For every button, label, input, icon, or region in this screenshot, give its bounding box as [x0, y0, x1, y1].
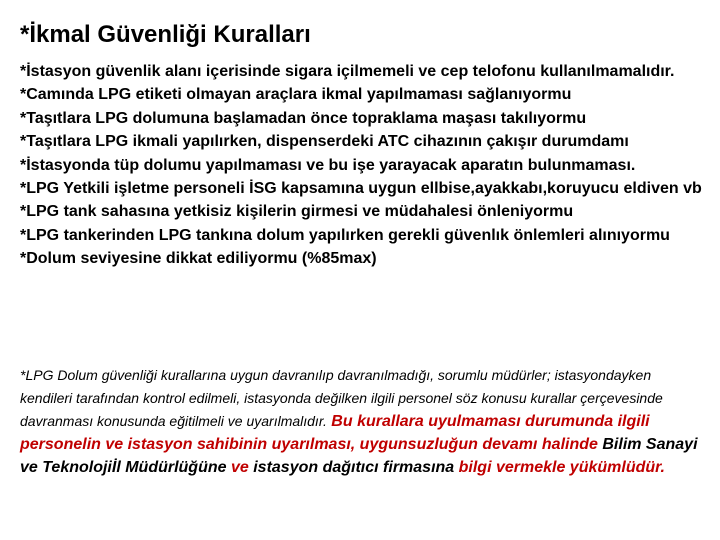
rule-item: *LPG Yetkili işletme personeli İSG kapsamına uygun ellbise,ayakkabı,koruyucu eldiven vb [20, 180, 702, 198]
note-intro: *LPG Dolum güvenliği kurallarına uygun davranılıp davranılmadığı, sorumlu müdürler; istasyondayken kendileri tarafından kontrol edilmeli, istasyonda değilken ilgili personel söz konusu kurallar çerçevesinde davranması konusunda eğitilmeli ve uyarılmalıdır. [20, 367, 663, 429]
rule-item: *Dolum seviyesine dikkat ediliyormu (%85max) [20, 250, 377, 268]
page-title: *İkmal Güvenliği Kuralları [20, 21, 311, 48]
note-paragraph [20, 364, 700, 479]
rule-item: *Taşıtlara LPG ikmali yapılırken, dispenserdeki ATC cihazının çakışır durumdamı [20, 133, 629, 151]
note-distributor: istasyon dağıtıcı firmasına [248, 459, 455, 476]
note-obligation: bilgi vermekle yükümlüdür. [454, 459, 665, 476]
rule-item: *İstasyonda tüp dolumu yapılmaması ve bu işe yarayacak aparatın bulunmaması. [20, 156, 636, 174]
rules-list [20, 60, 710, 271]
note-authority: Bilim Sanayi ve Teknolojiİl Müdürlüğüne [20, 436, 698, 476]
rule-item: *LPG tankerinden LPG tankına dolum yapılırken gerekli güvenlık önlemleri alınıyormu [20, 226, 670, 244]
rule-item: *İstasyon güvenlik alanı içerisinde sigara içilmemeli ve cep telofonu kullanılmamalıdır. [20, 63, 675, 80]
rule-item: *LPG tank sahasına yetkisiz kişilerin girmesi ve müdahalesi önleniyormu [20, 203, 574, 221]
rule-item: *Camında LPG etiketi olmayan araçlara ikmal yapılmaması sağlanıyormu [20, 86, 572, 104]
note-conjunction: ve [226, 459, 249, 476]
rule-item: *Taşıtlara LPG dolumuna başlamadan önce topraklama maşası takılıyormu [20, 109, 587, 127]
note-warning-red: Bu kurallara uyulmaması durumunda ilgili personelin ve istasyon sahibinin uyarılması, uygunsuzluğun devamı halinde [20, 413, 650, 453]
